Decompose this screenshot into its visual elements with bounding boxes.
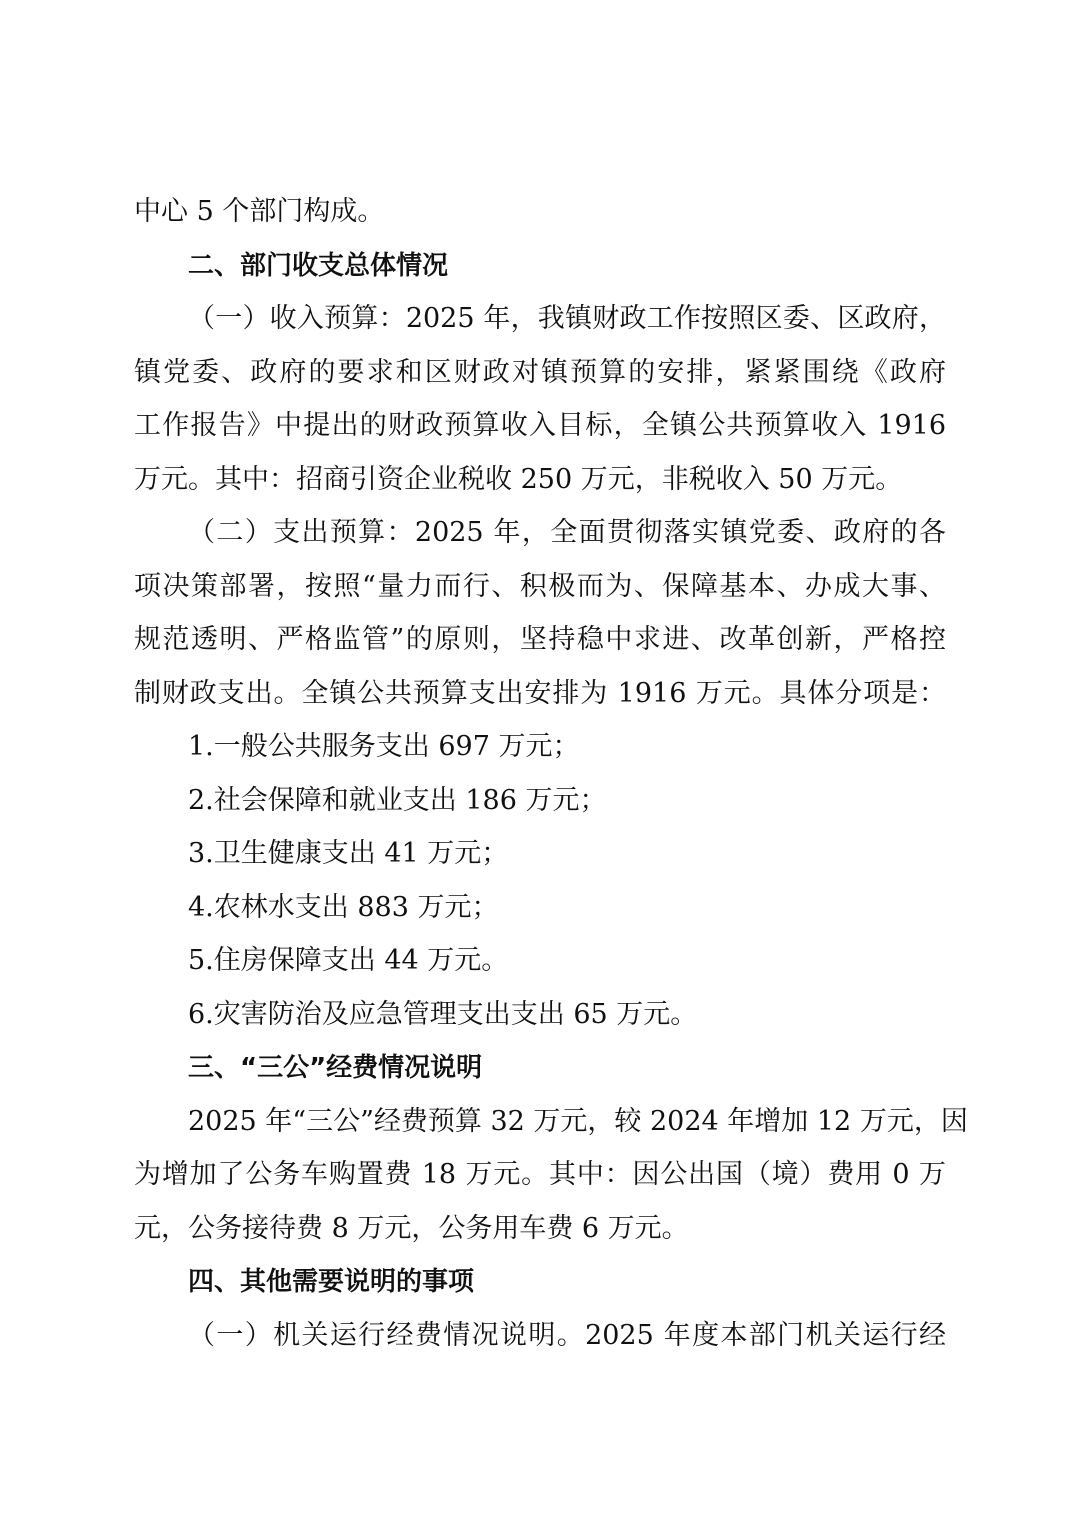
section-heading: 四、其他需要说明的事项 xyxy=(188,1267,475,1297)
text-line: 规范透明、严格监管”的原则，坚持稳中求进、改革创新，严格控 xyxy=(134,624,946,655)
section-heading: 三、“三公”经费情况说明 xyxy=(188,1053,483,1083)
text-line: 2025 年“三公”经费预算 32 万元，较 2024 年增加 12 万元，因 xyxy=(188,1106,968,1137)
text-line: 元，公务接待费 8 万元，公务用车费 6 万元。 xyxy=(134,1213,689,1244)
list-item: 4.农林水支出 883 万元； xyxy=(188,892,499,923)
text-line: 中心 5 个部门构成。 xyxy=(134,196,385,227)
text-line: 为增加了公务车购置费 18 万元。其中：因公出国（境）费用 0 万 xyxy=(134,1159,946,1190)
text-line: 项决策部署，按照“量力而行、积极而为、保障基本、办成大事、 xyxy=(134,571,946,602)
list-item: 5.住房保障支出 44 万元。 xyxy=(188,945,509,976)
text-line: 工作报告》中提出的财政预算收入目标，全镇公共预算收入 1916 xyxy=(134,410,946,441)
list-item: 3.卫生健康支出 41 万元； xyxy=(188,838,509,869)
list-item: 6.灾害防治及应急管理支出支出 65 万元。 xyxy=(188,999,698,1030)
section-heading: 二、部门收支总体情况 xyxy=(188,251,449,281)
text-line: 镇党委、政府的要求和区财政对镇预算的安排，紧紧围绕《政府 xyxy=(134,357,946,388)
list-item: 1.一般公共服务支出 697 万元； xyxy=(188,731,580,762)
text-line: （二）支出预算：2025 年，全面贯彻落实镇党委、政府的各 xyxy=(188,517,946,548)
text-line: 制财政支出。全镇公共预算支出安排为 1916 万元。具体分项是： xyxy=(134,678,946,709)
text-line: （一）收入预算：2025 年，我镇财政工作按照区委、区政府， xyxy=(188,303,946,334)
text-line: 万元。其中：招商引资企业税收 250 万元，非税收入 50 万元。 xyxy=(134,464,903,495)
text-line: （一）机关运行经费情况说明。2025 年度本部门机关运行经 xyxy=(188,1320,946,1351)
list-item: 2.社会保障和就业支出 186 万元； xyxy=(188,785,607,816)
